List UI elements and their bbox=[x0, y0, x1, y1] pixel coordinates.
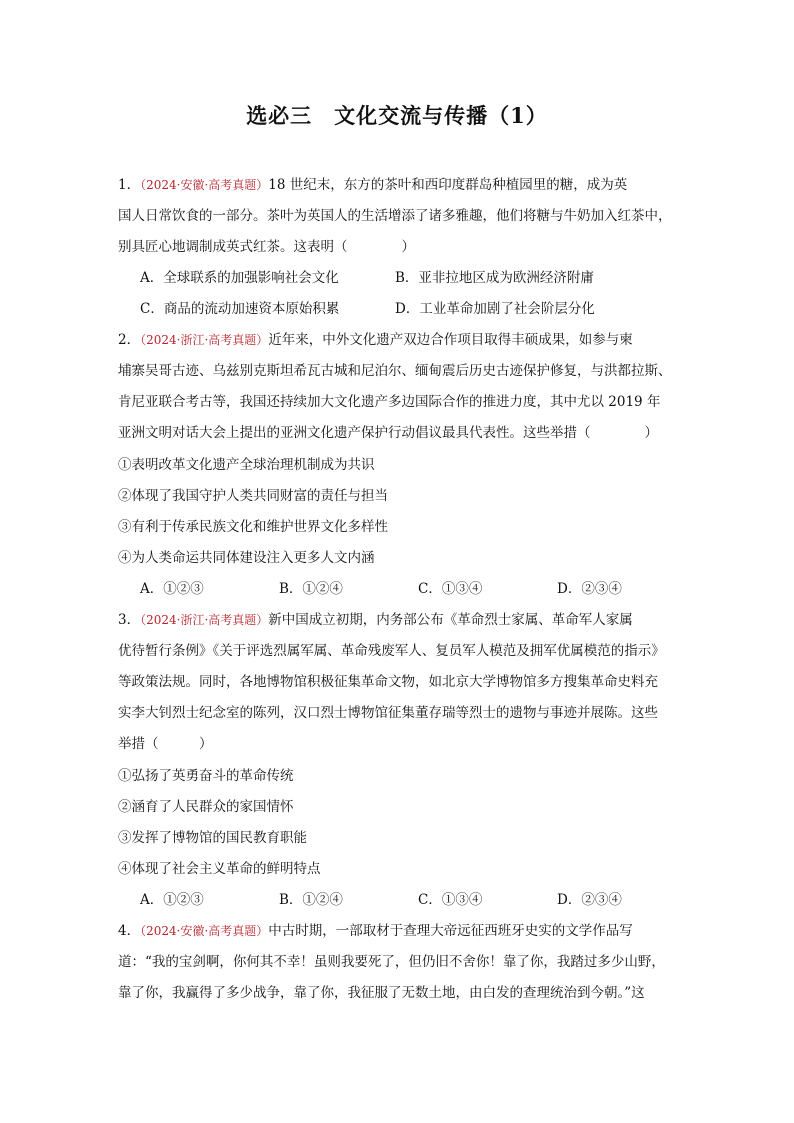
question-number: 2． bbox=[118, 332, 141, 348]
question-3-statement-2: ②涵育了人民群众的家国情怀 bbox=[118, 799, 294, 815]
question-number: 3． bbox=[118, 612, 141, 628]
question-3-statement-3: ③发挥了博物馆的国民教育职能 bbox=[118, 830, 307, 846]
question-3-line-4: 实李大钊烈士纪念室的陈列，汉口烈士博物馆征集董存瑞等烈士的遗物与事迹并展陈。这些 bbox=[118, 705, 658, 721]
question-3-line-5: 举措（ ） bbox=[118, 736, 213, 752]
option-d[interactable]: D．②③④ bbox=[557, 581, 622, 597]
question-2-options bbox=[140, 574, 622, 605]
question-1-line-2: 国人日常饮食的一部分。茶叶为英国人的生活增添了诸多雅趣，他们将糖与牛奶加入红茶中， bbox=[118, 208, 672, 224]
question-source: （2024·浙江·高考真题） bbox=[140, 613, 269, 627]
option-a[interactable]: A．①②③ bbox=[140, 892, 204, 908]
question-3-statement-4: ④体现了社会主义革命的鲜明特点 bbox=[118, 861, 321, 877]
question-2-statement-3: ③有利于传承民族文化和维护世界文化多样性 bbox=[118, 519, 388, 535]
question-1-options-row-2 bbox=[140, 294, 595, 325]
question-source: （2024·安徽·高考真题） bbox=[140, 924, 269, 938]
option-b[interactable]: B．①②④ bbox=[279, 892, 343, 908]
option-a[interactable]: A．①②③ bbox=[140, 581, 204, 597]
question-1-line-1: 1．（2024·安徽·高考真题）18 世纪末，东方的茶叶和西印度群岛种植园里的糖，成为英 bbox=[118, 177, 628, 193]
option-d[interactable]: D．工业革命加剧了社会阶层分化 bbox=[395, 301, 595, 317]
question-2-line-4: 亚洲文明对话大会上提出的亚洲文化遗产保护行动倡议最具代表性。这些举措（ ） bbox=[118, 425, 658, 441]
option-c[interactable]: C．①③④ bbox=[418, 892, 483, 908]
question-1 bbox=[118, 170, 690, 263]
option-b[interactable]: B．亚非拉地区成为欧洲经济附庸 bbox=[395, 270, 594, 286]
question-2-statement-1: ①表明改革文化遗产全球治理机制成为共识 bbox=[118, 457, 375, 473]
option-c[interactable]: C．商品的流动加速资本原始积累 bbox=[140, 301, 340, 317]
question-source: （2024·浙江·高考真题） bbox=[140, 333, 269, 347]
page-title: 选必三 文化交流与传播（1） bbox=[246, 103, 548, 128]
question-1-line-3: 别具匠心地调制成英式红茶。这表明（ ） bbox=[118, 239, 415, 255]
question-3 bbox=[118, 605, 690, 760]
question-3-statement-1: ①弘扬了英勇奋斗的革命传统 bbox=[118, 768, 294, 784]
question-number: 1． bbox=[118, 177, 141, 193]
question-3-line-2: 优待暂行条例》《关于评选烈属军属、革命残废军人、复员军人模范及拥军优属模范的指示》 bbox=[118, 643, 665, 659]
question-4-line-2: 道：“我的宝剑啊，你何其不幸！虽则我要死了，但仍旧不舍你！靠了你，我踏过多少山野， bbox=[118, 954, 665, 970]
question-1-options-row-1 bbox=[140, 263, 594, 294]
question-4 bbox=[118, 916, 690, 1009]
question-4-line-3: 靠了你，我赢得了多少战争，靠了你，我征服了无数土地，由白发的查理统治到今朝。”这 bbox=[118, 985, 645, 1001]
option-c[interactable]: C．①③④ bbox=[418, 581, 483, 597]
question-2-statement-4: ④为人类命运共同体建设注入更多人文内涵 bbox=[118, 550, 375, 566]
question-4-line-1: 4．（2024·安徽·高考真题）中古时期，一部取材于查理大帝远征西班牙史实的文学作品写 bbox=[118, 923, 633, 939]
question-number: 4． bbox=[118, 923, 141, 939]
question-3-line-3: 等政策法规。同时，各地博物馆积极征集革命文物，如北京大学博物馆多方搜集革命史料充 bbox=[118, 674, 658, 690]
question-2-line-1: 2．（2024·浙江·高考真题）近年来，中外文化遗产双边合作项目取得丰硕成果，如参与柬 bbox=[118, 332, 633, 348]
option-a[interactable]: A．全球联系的加强影响社会文化 bbox=[140, 270, 339, 286]
question-2 bbox=[118, 325, 690, 449]
question-2-statement-2: ②体现了我国守护人类共同财富的责任与担当 bbox=[118, 488, 388, 504]
question-2-line-3: 肯尼亚联合考古等，我国还持续加大文化遗产多边国际合作的推进力度，其中尤以 2019 年 bbox=[118, 394, 661, 410]
question-3-line-1: 3．（2024·浙江·高考真题）新中国成立初期，内务部公布《革命烈士家属、革命军人家属 bbox=[118, 612, 633, 628]
question-2-line-2: 埔寨吴哥古迹、乌兹别克斯坦希瓦古城和尼泊尔、缅甸震后历史古迹保护修复，与洪都拉斯、 bbox=[118, 363, 672, 379]
question-3-options bbox=[140, 885, 622, 916]
option-d[interactable]: D．②③④ bbox=[557, 892, 622, 908]
question-source: （2024·安徽·高考真题） bbox=[140, 178, 269, 192]
option-b[interactable]: B．①②④ bbox=[279, 581, 343, 597]
